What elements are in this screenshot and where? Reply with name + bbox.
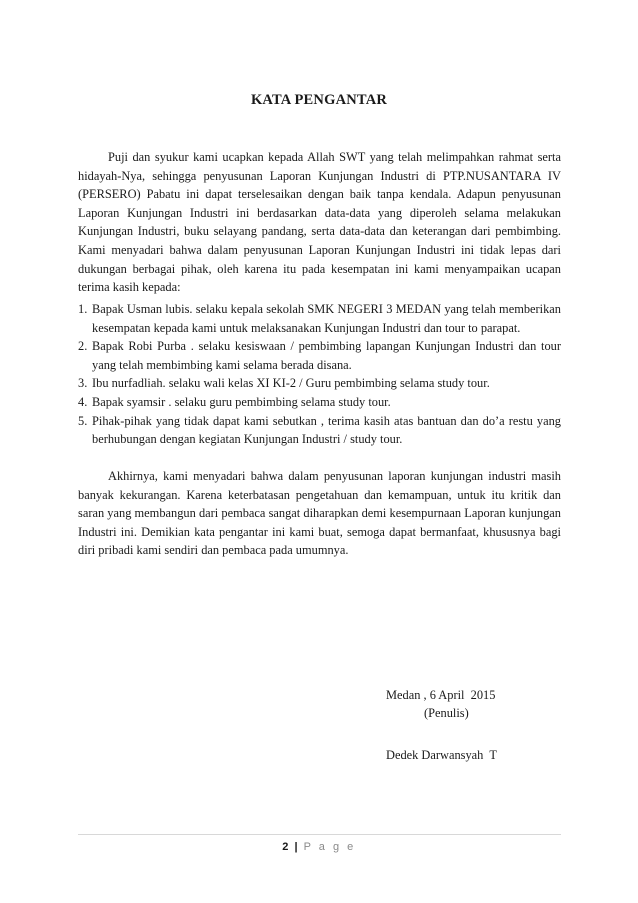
intro-section [78, 148, 561, 297]
signature-name: Dedek Darwansyah T [386, 748, 497, 762]
closing-paragraph: Akhirnya, kami menyadari bahwa dalam penyusunan laporan kunjungan industri masih banyak kekurangan. Karena keterbatasan pengetahuan dan kemampuan, untuk itu kritik dan saran yang membangun dari pembaca sangat diharapkan demi kesempurnaan Laporan kunjungan Industri ini. Demikian kata pengantar ini kami buat, semoga dapat bermanfaat, khususnya bagi diri pribadi kami sendiri dan pembaca pada umumnya. [78, 469, 561, 558]
list-item-text: Pihak-pihak yang tidak dapat kami sebutkan , terima kasih atas bantuan dan do’a restu yang berhubungan dengan kegiatan Kunjungan Industri / study tour. [92, 413, 561, 447]
list-item-number: 2. [78, 339, 88, 354]
page-title: KATA PENGANTAR [250, 92, 388, 108]
list-item-number: 3. [78, 376, 88, 391]
list-item [78, 300, 561, 337]
list-item [78, 374, 561, 393]
list-item-number: 4. [78, 394, 88, 409]
list-item-number: 1. [78, 302, 88, 316]
signature-place-date: Medan , 6 April 2015 [386, 688, 496, 702]
footer-separator: | [294, 841, 298, 853]
closing-section [78, 467, 561, 560]
list-item-text: Bapak Robi Purba . selaku kesiswaan / pembimbing lapangan Kunjungan Industri dan tour yang telah membimbing kami selama berada disana. [92, 339, 561, 372]
intro-paragraph: Puji dan syukur kami ucapkan kepada Allah SWT yang telah melimpahkan rahmat serta hidayah-Nya, sehingga penyusunan Laporan Kunjungan Industri di PTP.NUSANTARA IV (PERSERO) Pabatu ini dapat terselesaikan dengan baik tanpa kendala. Adapun penyusunan Laporan Kunjungan Industri ini berdasarkan data-data yang diperoleh selama melakukan Kunjungan Industri, buku selayang pandang, serta data-data dan keterangan dari pembimbing. Kami menyadari bahwa dalam penyusunan Laporan Kunjungan Industri ini tidak lepas dari dukungan berbagai pihak, oleh karena itu pada kesempatan ini kami menyampaikan ucapan terima kasih kepada: [78, 150, 561, 295]
page-label: P a g e [303, 841, 356, 853]
list-item [78, 337, 561, 374]
thanks-list [78, 300, 561, 449]
list-item [78, 412, 561, 449]
page-footer [0, 841, 638, 853]
signature-role: (Penulis) [424, 706, 469, 720]
list-item [78, 393, 561, 412]
list-item-number: 5. [78, 413, 88, 428]
list-item-text: Bapak Usman lubis. selaku kepala sekolah SMK NEGERI 3 MEDAN yang telah memberikan kesempatan kepada kami untuk melaksanakan Kunjungan Industri dan tour to parapat. [92, 302, 561, 335]
list-item-text: Bapak syamsir . selaku guru pembimbing selama study tour. [92, 394, 391, 409]
footer-divider [78, 834, 561, 835]
list-item-text: Ibu nurfadliah. selaku wali kelas XI KI-2 / Guru pembimbing selama study tour. [92, 376, 490, 391]
page-number: 2 [282, 841, 289, 853]
